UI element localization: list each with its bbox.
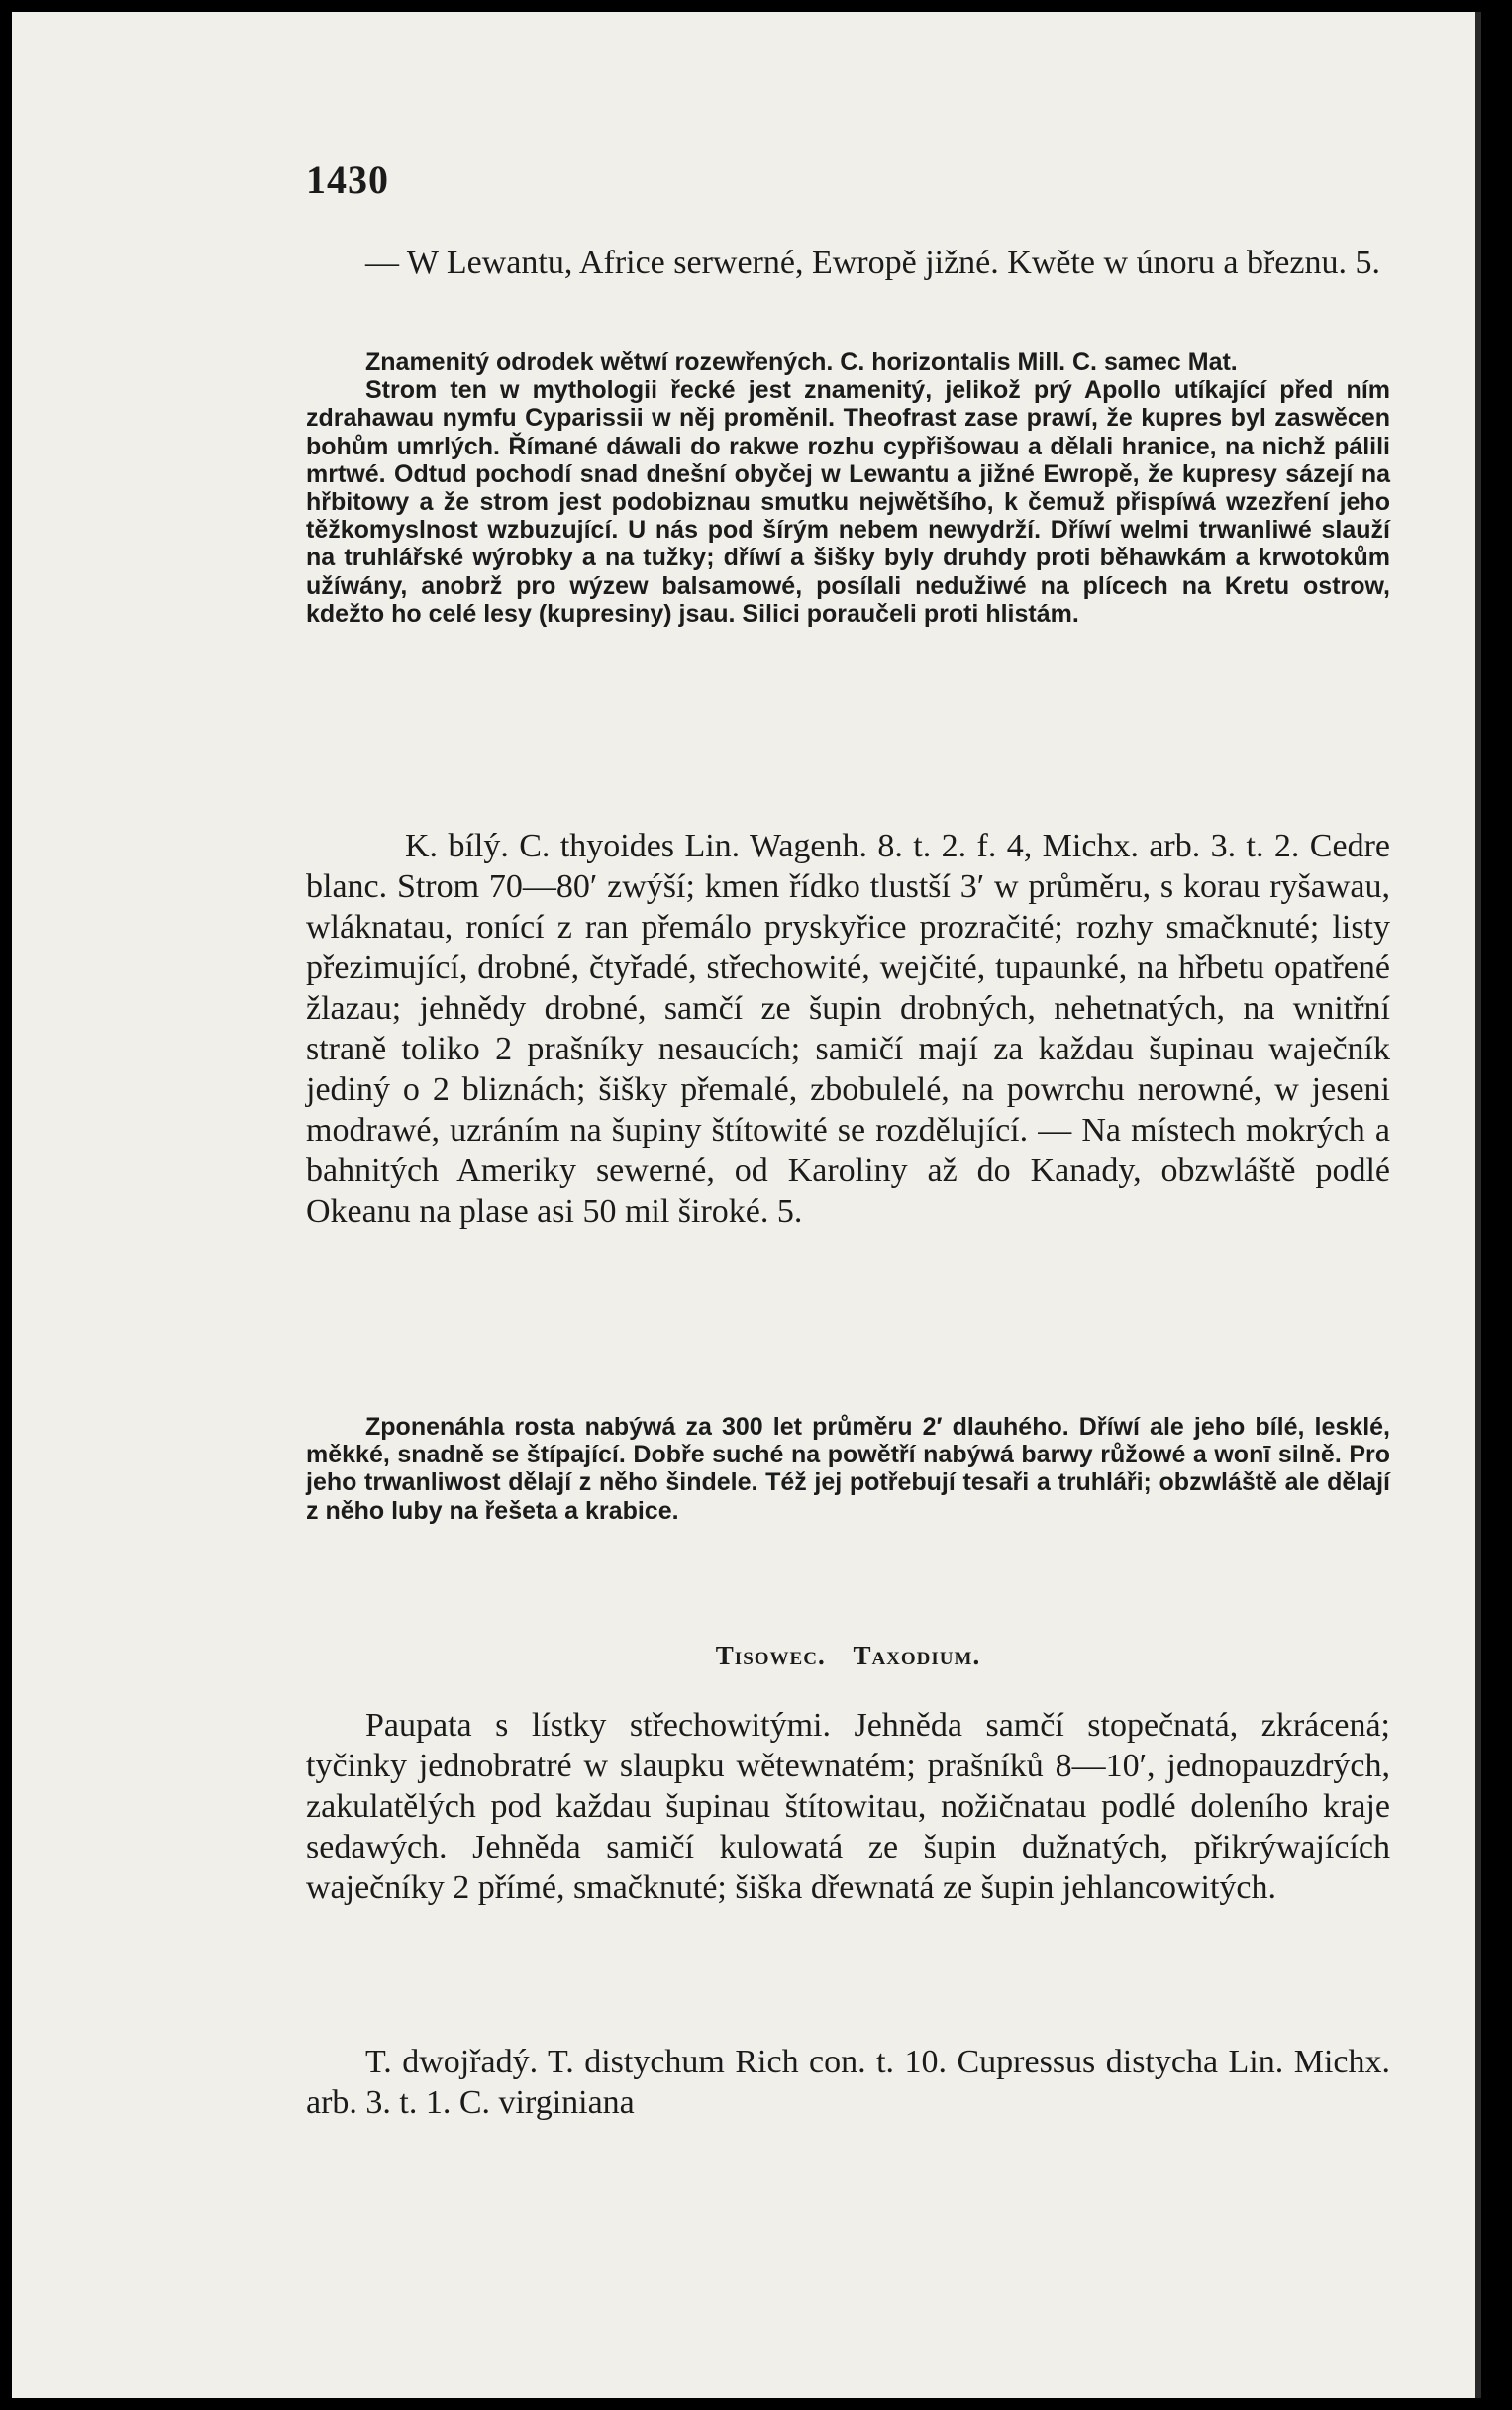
variety-note <box>306 349 1390 628</box>
genus-czech-name: Tisowec. <box>715 1641 826 1670</box>
genus-heading <box>306 1641 1390 1671</box>
genus-description-text: Paupata s lístky střechowitými. Jehněda samčí stopečnatá, zkrácená; tyčinky jednobratré w slaupku wětewnatém; prašníků 8—10′, jednopauzdrých, zakulatělých pod každau šupinau štítowitau, nožičnatau podlé doleního kraje sedawých. Jehněda samičí kulowatá ze šupin dužnatých, přikrýwajících waječníky 2 přímé, smačknuté; šiška dřewnatá ze šupin jehlancowitých. <box>306 1707 1390 1906</box>
wood-usage-text: Zponenáhla rosta nabýwá za 300 let průměru 2′ dlauhého. Dříwí ale jeho bílé, lesklé, měkké, snadně se štípající. Dobře suché na powětří nabýwá barwy růžowé a wonī silně. Pro jeho trwanliwost dělají z něho šindele. Též jej potřebují tesaři a truhláři; obzwláště ale dělají z něho luby na řešeta a krabice. <box>306 1413 1390 1525</box>
wood-usage-note <box>306 1413 1390 1525</box>
distichum-text: T. dwojřadý. T. distychum Rich con. t. 10. Cupressus distycha Lin. Michx. arb. 3. t. 1. C. virginiana <box>306 2044 1390 2121</box>
page-number: 1430 <box>306 157 389 202</box>
distribution-text: — W Lewantu, Africe serwerné, Ewropě jižné. Kwěte w únoru a březnu. 5. <box>365 245 1380 281</box>
mythology-note: Strom ten w mythologii řecké jest znamenitý, jelikož prý Apollo utíkající před ním zdrahawau nymfu Cyparissii w něj proměnil. Theofrast zase prawí, že kupres byl zaswěcen bohům umrlých. Římané dáwali do rakwe rozhu cypřišowau a dělali hranice, na nichž pálili mrtwé. Odtud pochodí snad dnešní obyčej w Lewantu a jižné Ewropě, že kupresy sázejí na hřbitowy a že strom jest podobiznau smutku nejwětšího, k čemuž přispíwá wzezření jeho těžkomyslnost wzbuzující. U nás pod šírým nebem newydrží. Dříwí welmi trwanliwé slauží na truhlářské wýrobky a na tužky; dříwí a šišky byly druhdy proti běhawkám a krwotokům užíwány, anobrž pro wýzew balsamowé, posílali nedužiwé na plícech na Kretu ostrow, kdežto ho celé lesy (kupresiny) jsau. Silici poraučeli proti hlistám. <box>306 376 1390 628</box>
variety-line: Znamenitý odrodek wětwí rozewřených. C. horizontalis Mill. C. samec Mat. <box>365 349 1238 376</box>
genus-latin-name: Taxodium. <box>853 1641 981 1670</box>
species-description-distichum <box>306 2042 1390 2123</box>
species-description-thyoides <box>306 826 1390 1232</box>
distribution-paragraph <box>306 243 1390 283</box>
thyoides-text: K. bílý. C. thyoides Lin. Wagenh. 8. t. 2. f. 4, Michx. arb. 3. t. 2. Cedre blanc. Strom 70—80′ zwýší; kmen řídko tlustší 3′ w průměru, s korau ryšawau, wláknatau, ronící z ran přemálo pryskyřice prozračité; rozhy smačknuté; listy přezimující, drobné, čtyřadé, střechowité, wejčité, tupaunké, na hřbetu opatřené žlazau; jehnědy drobné, samčí ze šupin drobných, nehetnatých, na wnitřní straně toliko 2 prašníky nesaucích; samičí mají za každau šupinau waječník jediný o 2 bliznách; šišky přemalé, zbobulelé, na powrchu nerowné, w jeseni modrawé, uzráním na šupiny štítowité se rozdělující. — Na místech mokrých a bahnitých Ameriky sewerné, od Karoliny až do Kanady, obzwláště podlé Okeanu na plase asi 50 mil široké. 5. <box>306 828 1390 1230</box>
book-page <box>12 12 1475 2398</box>
genus-description <box>306 1705 1390 1908</box>
